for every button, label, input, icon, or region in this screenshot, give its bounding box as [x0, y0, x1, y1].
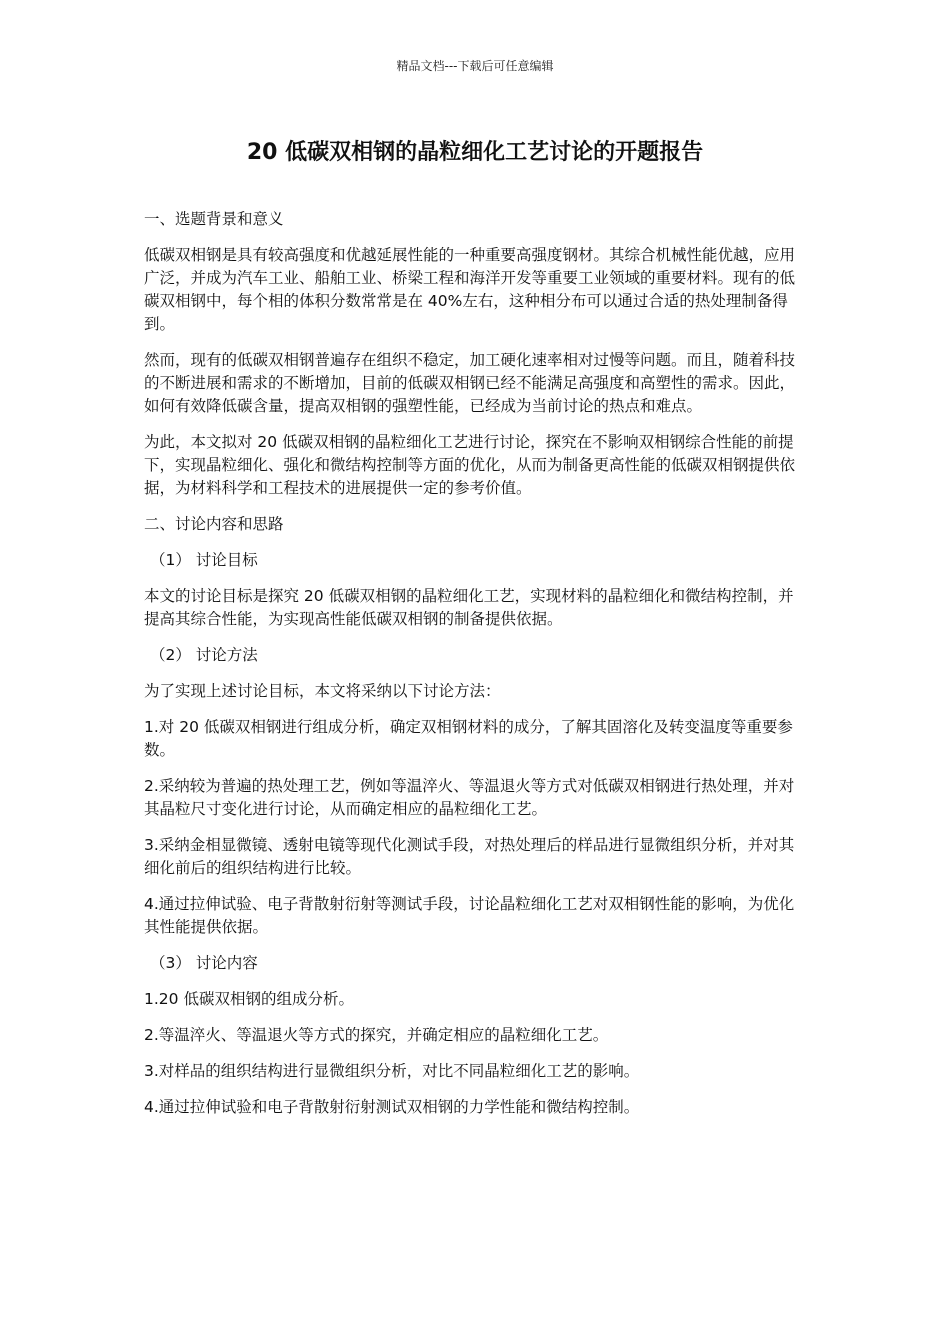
method-item: 1.对 20 低碳双相钢进行组成分析，确定双相钢材料的成分，了解其固溶化及转变温度等重要参数。: [144, 718, 793, 759]
method-item: 4.通过拉伸试验、电子背散射衍射等测试手段，讨论晶粒细化工艺对双相钢性能的影响，为优化其性能提供依据。: [144, 895, 795, 936]
paragraph-goal: 本文的讨论目标是探究 20 低碳双相钢的晶粒细化工艺，实现材料的晶粒细化和微结构控制，并提高其综合性能，为实现高性能低碳双相钢的制备提供依据。: [144, 587, 794, 628]
content-item: 4.通过拉伸试验和电子背散射衍射测试双相钢的力学性能和微结构控制。: [144, 1098, 640, 1116]
content-item: 1.20 低碳双相钢的组成分析。: [144, 990, 354, 1008]
paragraph-method-intro: 为了实现上述讨论目标，本文将采纳以下讨论方法：: [144, 682, 501, 700]
paragraph-background-1: 低碳双相钢是具有较高强度和优越延展性能的一种重要高强度钢材。其综合机械性能优越，应用广泛，并成为汽车工业、船舶工业、桥梁工程和海洋开发等重要工业领域的重要材料。现有的低碳双相钢中，每个相的体积分数常常是在 40%左右，这种相分布可以通过合适的热处理制备得到。: [144, 246, 796, 333]
subheading-method: （2） 讨论方法: [150, 646, 258, 664]
section-heading-background: 一、选题背景和意义: [144, 210, 284, 228]
paragraph-background-3: 为此，本文拟对 20 低碳双相钢的晶粒细化工艺进行讨论，探究在不影响双相钢综合性能的前提下，实现晶粒细化、强化和微结构控制等方面的优化，从而为制备更高性能的低碳双相钢提供依据，为材料科学和工程技术的进展提供一定的参考价值。: [144, 433, 796, 497]
subheading-goal: （1） 讨论目标: [150, 551, 258, 569]
method-item: 3.采纳金相显微镜、透射电镜等现代化测试手段，对热处理后的样品进行显微组织分析，并对其细化前后的组织结构进行比较。: [144, 836, 795, 877]
document-title: 20 低碳双相钢的晶粒细化工艺讨论的开题报告: [246, 140, 704, 165]
method-item: 2.采纳较为普遍的热处理工艺，例如等温淬火、等温退火等方式对低碳双相钢进行热处理，并对其晶粒尺寸变化进行讨论，从而确定相应的晶粒细化工艺。: [144, 777, 795, 818]
paragraph-background-2: 然而，现有的低碳双相钢普遍存在组织不稳定，加工硬化速率相对过慢等问题。而且，随着科技的不断进展和需求的不断增加，目前的低碳双相钢已经不能满足高强度和高塑性的需求。因此，如何有效降低碳含量，提高双相钢的强塑性能，已经成为当前讨论的热点和难点。: [144, 351, 796, 415]
page-header-note: 精品文档---下载后可任意编辑: [396, 59, 554, 73]
content-item: 3.对样品的组织结构进行显微组织分析，对比不同晶粒细化工艺的影响。: [144, 1062, 640, 1080]
document-body: [144, 208, 808, 1132]
subheading-content: （3） 讨论内容: [150, 954, 258, 972]
content-item: 2.等温淬火、等温退火等方式的探究，并确定相应的晶粒细化工艺。: [144, 1026, 609, 1044]
section-heading-research: 二、讨论内容和思路: [144, 515, 284, 533]
